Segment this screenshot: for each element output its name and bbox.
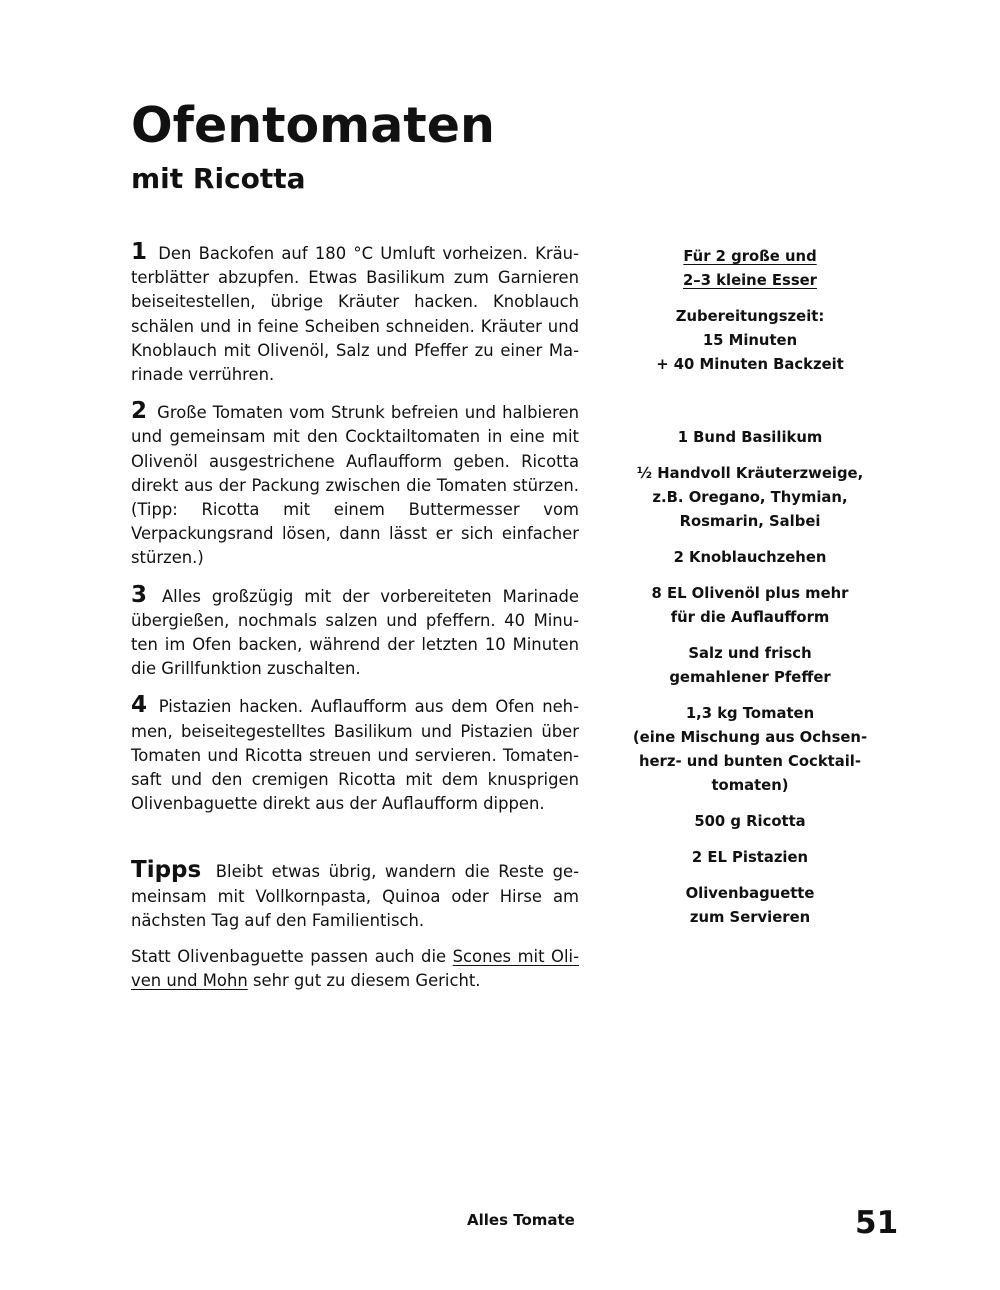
ingredient-line: 1 Bund Basilikum: [677, 429, 823, 446]
ingredient-item: [608, 642, 892, 690]
ingredient-line: (eine Mischung aus Ochsen-: [632, 729, 868, 746]
ingredient-item: [608, 426, 892, 450]
tips-text: sehr gut zu diesem Gericht.: [247, 971, 481, 991]
ingredient-line: 2 EL Pistazien: [691, 849, 809, 866]
ingredient-item: [608, 546, 892, 570]
tips-paragraph: [131, 945, 579, 993]
ingredient-line: 8 EL Olivenöl plus mehr: [651, 585, 849, 602]
step-number: 2: [131, 398, 148, 425]
tips-text: Bleibt etwas übrig, wandern die Reste gemeinsam mit Vollkornpasta, Quinoa oder Hirse am nächsten Tag auf den Familientisch.: [131, 862, 579, 930]
ingredient-line: gemahlener Pfeffer: [669, 669, 831, 686]
step-2: [131, 399, 579, 570]
tips-paragraph: [131, 858, 579, 933]
step-text: Den Backofen auf 180 °C Umluft vorheizen. Kräuterblätter abzupfen. Etwas Basilikum zum Garnieren beiseitestellen, übrige Kräuter hacken. Knoblauch schälen und in feine Scheiben schneiden. Kräuter und Knoblauch mit Olivenöl, Salz und Pfeffer zu einer Marinade verrühren.: [131, 244, 579, 385]
ingredient-item: [608, 882, 892, 930]
ingredient-line: 500 g Ricotta: [694, 813, 806, 830]
page-number: 51: [855, 1205, 899, 1241]
ingredients-sidebar: [608, 245, 892, 942]
step-text: Alles großzügig mit der vorbereiteten Marinade übergießen, nochmals salzen und pfeffern. 40 Minuten im Ofen backen, während der letzten 10 Minuten die Grillfunktion zuschalten.: [131, 586, 579, 679]
ingredient-line: Olivenbaguette: [685, 885, 815, 902]
ingredient-line: herz- und bunten Cocktail-: [638, 753, 862, 770]
prep-info: [608, 305, 892, 377]
ingredient-line: für die Auflaufform: [670, 609, 830, 626]
footer-chapter: Alles Tomate: [467, 1211, 575, 1229]
step-number: 3: [131, 581, 148, 608]
tips-label: Tipps: [131, 857, 202, 884]
ingredient-item: [608, 810, 892, 834]
ingredient-line: Salz und frisch: [688, 645, 812, 662]
step-4: [131, 693, 579, 816]
recipe-title: Ofentomaten: [131, 97, 495, 154]
servings-info: [608, 245, 892, 293]
step-number: 1: [131, 239, 148, 265]
ingredient-line: zum Servieren: [689, 909, 811, 926]
ingredient-item: [608, 702, 892, 798]
ingredient-line: z.B. Oregano, Thymian,: [652, 489, 848, 506]
step-number: 4: [131, 692, 148, 719]
ingredient-line: Rosmarin, Salbei: [679, 513, 821, 530]
step-text: Pistazien hacken. Auflaufform aus dem Ofen nehmen, beiseitegestelltes Basilikum und Pistazien über Tomaten und Ricotta streuen und servieren. Tomatensaft und den cremigen Ricotta mit dem knusprigen Olivenbaguette direkt aus der Auflaufform dippen.: [131, 697, 579, 814]
servings-line: Für 2 große und: [683, 248, 817, 265]
ingredient-list: [608, 426, 892, 930]
instructions-column: [131, 240, 579, 1005]
recipe-link-scones[interactable]: Scones mit Oliven und Mohn: [131, 947, 579, 991]
step-3: [131, 583, 579, 682]
step-text: Große Tomaten vom Strunk befreien und halbieren und gemeinsam mit den Cocktailtomaten in eine mit Olivenöl ausgestrichene Auflaufform geben. Ricotta direkt aus der Packung zwischen die Tomaten stürzen. (Tipp: Ricotta mit einem Buttermesser vom Verpackungsrand lösen, dann lässt er sich einfacher stürzen.): [131, 403, 579, 568]
ingredient-item: [608, 582, 892, 630]
ingredient-line: 1,3 kg Tomaten: [685, 705, 815, 722]
tips-text: Statt Olivenbaguette passen auch die: [131, 947, 453, 967]
ingredient-item: [608, 462, 892, 534]
bake-time: + 40 Minuten Backzeit: [656, 356, 844, 373]
ingredient-line: tomaten): [711, 777, 789, 794]
recipe-subtitle: mit Ricotta: [131, 162, 306, 195]
ingredient-item: [608, 846, 892, 870]
prep-label: Zubereitungszeit:: [675, 308, 825, 325]
ingredient-line: ½ Handvoll Kräuterzweige,: [636, 465, 864, 482]
ingredient-line: 2 Knoblauchzehen: [673, 549, 827, 566]
step-1: [131, 240, 579, 387]
prep-time: 15 Minuten: [702, 332, 798, 349]
tips-section: [131, 858, 579, 993]
servings-line: 2–3 kleine Esser: [683, 272, 817, 289]
